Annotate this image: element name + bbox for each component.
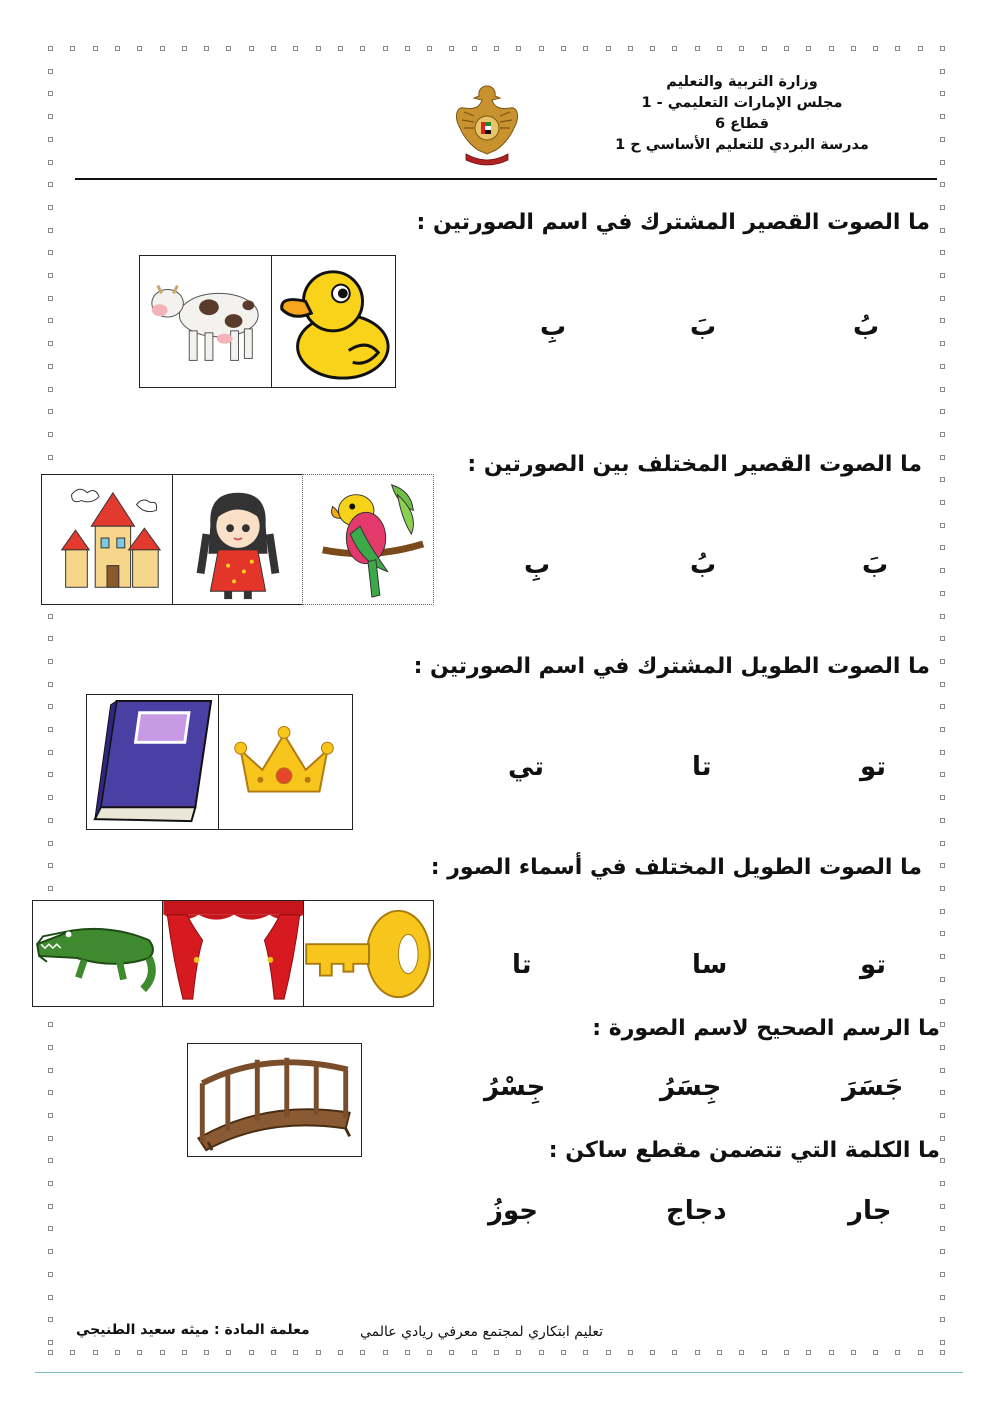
border-dot xyxy=(48,273,53,278)
border-dot xyxy=(940,1249,945,1254)
border-dot xyxy=(940,1350,945,1355)
border-dot xyxy=(316,1350,321,1355)
question-2-option-2[interactable]: بُ xyxy=(690,550,717,580)
border-dot xyxy=(940,841,945,846)
border-dot xyxy=(516,1350,521,1355)
border-dot xyxy=(137,46,142,51)
question-5-text: ما الرسم الصحيح لاسم الصورة : xyxy=(592,1016,940,1041)
border-dot xyxy=(405,1350,410,1355)
border-dot xyxy=(427,46,432,51)
border-dot xyxy=(583,46,588,51)
question-2-image-parrot xyxy=(302,474,434,605)
border-dot xyxy=(940,772,945,777)
border-dot xyxy=(650,46,655,51)
border-dot xyxy=(940,1181,945,1186)
border-dot xyxy=(48,296,53,301)
border-dot xyxy=(115,46,120,51)
border-dot xyxy=(940,341,945,346)
border-dot xyxy=(940,954,945,959)
border-dot xyxy=(48,205,53,210)
border-dot xyxy=(806,1350,811,1355)
sector-line: قطاع 6 xyxy=(714,116,770,132)
question-3-option-2[interactable]: تا xyxy=(692,752,712,782)
border-dot xyxy=(115,1350,120,1355)
question-4-option-1[interactable]: تو xyxy=(860,950,887,980)
question-5-option-3[interactable]: جِسْرُ xyxy=(484,1072,546,1102)
border-dot xyxy=(940,886,945,891)
border-dot xyxy=(48,750,53,755)
border-dot xyxy=(940,1113,945,1118)
border-dot xyxy=(360,46,365,51)
border-dot xyxy=(940,863,945,868)
border-dot xyxy=(48,682,53,687)
school-line: مدرسة البردي للتعليم الأساسي ح 1 xyxy=(615,137,869,153)
parrot-icon xyxy=(303,475,433,604)
border-dot xyxy=(48,1317,53,1322)
border-dot xyxy=(940,568,945,573)
border-dot xyxy=(405,46,410,51)
border-dot xyxy=(940,1272,945,1277)
border-dot xyxy=(48,1249,53,1254)
border-dot xyxy=(48,1181,53,1186)
border-dot xyxy=(48,114,53,119)
border-dot xyxy=(427,1350,432,1355)
border-dot xyxy=(293,46,298,51)
border-dot xyxy=(48,704,53,709)
border-dot xyxy=(539,46,544,51)
border-dot xyxy=(48,1045,53,1050)
border-dot xyxy=(717,46,722,51)
border-dot xyxy=(48,795,53,800)
border-dot xyxy=(48,318,53,323)
border-dot xyxy=(160,1350,165,1355)
border-dot xyxy=(628,1350,633,1355)
border-dot xyxy=(293,1350,298,1355)
border-dot xyxy=(940,432,945,437)
header-rule xyxy=(75,178,937,180)
question-3-image-crown xyxy=(218,694,353,830)
border-dot xyxy=(940,1022,945,1027)
border-dot xyxy=(48,69,53,74)
border-dot xyxy=(48,1158,53,1163)
book-icon xyxy=(87,695,218,829)
border-dot xyxy=(249,1350,254,1355)
border-dot xyxy=(940,1295,945,1300)
border-dot xyxy=(561,1350,566,1355)
border-dot xyxy=(628,46,633,51)
border-dot xyxy=(940,1317,945,1322)
border-dot xyxy=(583,1350,588,1355)
border-dot xyxy=(204,1350,209,1355)
question-3-image-book xyxy=(86,694,219,830)
border-dot xyxy=(316,46,321,51)
border-dot xyxy=(338,46,343,51)
border-dot xyxy=(940,727,945,732)
border-dot xyxy=(918,1350,923,1355)
question-6-option-1[interactable]: جار xyxy=(848,1196,892,1226)
border-dot xyxy=(561,46,566,51)
border-dot xyxy=(762,1350,767,1355)
border-dot xyxy=(940,1158,945,1163)
question-1-image-cow xyxy=(139,255,272,388)
question-4-image-key xyxy=(303,900,434,1007)
question-2-image-castle xyxy=(41,474,174,605)
border-dot xyxy=(940,137,945,142)
border-dot xyxy=(93,46,98,51)
border-dot xyxy=(48,409,53,414)
border-dot xyxy=(48,250,53,255)
border-dot xyxy=(48,1113,53,1118)
border-dot xyxy=(940,999,945,1004)
question-3-text: ما الصوت الطويل المشترك في اسم الصورتين : xyxy=(413,654,930,679)
border-dot xyxy=(137,1350,142,1355)
border-dot xyxy=(48,1068,53,1073)
border-dot xyxy=(940,1090,945,1095)
border-dot xyxy=(940,160,945,165)
ministry-line: وزارة التربية والتعليم xyxy=(666,74,818,90)
border-dot xyxy=(48,772,53,777)
border-dot xyxy=(360,1350,365,1355)
border-dot xyxy=(48,1350,53,1355)
border-dot xyxy=(672,46,677,51)
border-dot xyxy=(940,91,945,96)
border-dot xyxy=(717,1350,722,1355)
border-dot xyxy=(895,1350,900,1355)
border-dot xyxy=(48,364,53,369)
border-dot xyxy=(940,977,945,982)
border-dot xyxy=(940,387,945,392)
question-1-option-1[interactable]: بُ xyxy=(853,312,880,342)
border-dot xyxy=(494,1350,499,1355)
border-dot xyxy=(940,614,945,619)
border-dot xyxy=(940,795,945,800)
border-dot xyxy=(940,523,945,528)
border-dot xyxy=(472,46,477,51)
border-dot xyxy=(940,205,945,210)
border-dot xyxy=(48,160,53,165)
border-dot xyxy=(48,1022,53,1027)
border-dot xyxy=(70,1350,75,1355)
border-dot xyxy=(784,46,789,51)
border-dot xyxy=(940,1045,945,1050)
question-4-text: ما الصوت الطويل المختلف في أسماء الصور : xyxy=(430,855,922,880)
border-dot xyxy=(48,91,53,96)
border-dot xyxy=(940,1136,945,1141)
question-1-text: ما الصوت القصير المشترك في اسم الصورتين : xyxy=(416,210,930,235)
border-dot xyxy=(271,46,276,51)
border-dot xyxy=(70,46,75,51)
question-3-option-3[interactable]: تي xyxy=(508,752,545,782)
border-dot xyxy=(48,455,53,460)
border-dot xyxy=(48,841,53,846)
border-dot xyxy=(449,46,454,51)
border-dot xyxy=(940,318,945,323)
border-dot xyxy=(739,46,744,51)
question-4-image-theater-curtain xyxy=(162,900,305,1007)
border-dot xyxy=(940,500,945,505)
border-dot xyxy=(940,1204,945,1209)
border-dot xyxy=(472,1350,477,1355)
cow-icon xyxy=(140,256,271,387)
question-5-image-bridge xyxy=(187,1043,362,1157)
question-4-option-3[interactable]: تا xyxy=(512,950,532,980)
girl-icon xyxy=(173,475,302,604)
question-6-option-2[interactable]: دجاج xyxy=(666,1196,727,1226)
border-dot xyxy=(249,46,254,51)
border-dot xyxy=(160,46,165,51)
question-5-option-1[interactable]: جَسَرَ xyxy=(842,1072,904,1102)
border-dot xyxy=(940,296,945,301)
border-dot xyxy=(650,1350,655,1355)
border-dot xyxy=(918,46,923,51)
border-dot xyxy=(829,1350,834,1355)
border-dot xyxy=(940,228,945,233)
border-dot xyxy=(48,228,53,233)
border-dot xyxy=(182,46,187,51)
question-2-option-1[interactable]: بَ xyxy=(862,550,889,580)
border-dot xyxy=(516,46,521,51)
border-dot xyxy=(940,636,945,641)
border-dot xyxy=(940,1226,945,1231)
border-dot xyxy=(48,1204,53,1209)
border-dot xyxy=(48,387,53,392)
question-6-option-3[interactable]: جوزُ xyxy=(488,1196,539,1226)
border-dot xyxy=(48,1340,53,1345)
border-dot xyxy=(940,818,945,823)
question-1-image-duck xyxy=(271,255,396,388)
bridge-icon xyxy=(188,1044,361,1156)
border-dot xyxy=(851,1350,856,1355)
border-dot xyxy=(48,1136,53,1141)
question-4-image-crocodile xyxy=(32,900,163,1007)
border-dot xyxy=(829,46,834,51)
border-dot xyxy=(48,46,53,51)
border-dot xyxy=(940,1068,945,1073)
footer-slogan: تعليم ابتكاري لمجتمع معرفي ريادي عالمي xyxy=(360,1324,604,1340)
border-dot xyxy=(873,1350,878,1355)
border-dot xyxy=(48,863,53,868)
footer-teacher: معلمة المادة : ميثه سعيد الطنيجي xyxy=(76,1322,310,1338)
border-dot xyxy=(940,909,945,914)
border-dot xyxy=(48,886,53,891)
border-dot xyxy=(940,704,945,709)
border-dot xyxy=(940,931,945,936)
border-dot xyxy=(48,818,53,823)
question-5-option-2[interactable]: جِسَرُ xyxy=(660,1072,722,1102)
bottom-rule xyxy=(35,1372,963,1373)
border-dot xyxy=(449,1350,454,1355)
border-dot xyxy=(48,1090,53,1095)
question-4-option-2[interactable]: سا xyxy=(692,950,728,980)
crown-icon xyxy=(219,695,352,829)
border-dot xyxy=(940,273,945,278)
question-1-option-3[interactable]: بِ xyxy=(540,312,567,342)
border-dot xyxy=(338,1350,343,1355)
question-2-image-girl xyxy=(172,474,303,605)
border-dot xyxy=(271,1350,276,1355)
border-dot xyxy=(873,46,878,51)
border-dot xyxy=(762,46,767,51)
border-dot xyxy=(940,46,945,51)
border-dot xyxy=(940,250,945,255)
question-2-option-3[interactable]: بِ xyxy=(524,550,551,580)
border-dot xyxy=(940,364,945,369)
border-dot xyxy=(93,1350,98,1355)
border-dot xyxy=(48,341,53,346)
border-dot xyxy=(940,545,945,550)
border-dot xyxy=(940,409,945,414)
border-dot xyxy=(806,46,811,51)
border-dot xyxy=(383,1350,388,1355)
border-dot xyxy=(695,1350,700,1355)
border-dot xyxy=(940,69,945,74)
border-dot xyxy=(940,114,945,119)
border-dot xyxy=(48,1226,53,1231)
border-dot xyxy=(226,1350,231,1355)
uae-emblem-falcon-icon xyxy=(452,80,522,168)
border-dot xyxy=(48,137,53,142)
border-dot xyxy=(695,46,700,51)
border-dot xyxy=(940,682,945,687)
border-dot xyxy=(672,1350,677,1355)
border-dot xyxy=(48,636,53,641)
border-dot xyxy=(48,1295,53,1300)
border-dot xyxy=(940,477,945,482)
council-line: مجلس الإمارات التعليمي - 1 xyxy=(641,95,843,111)
border-dot xyxy=(48,182,53,187)
border-dot xyxy=(940,591,945,596)
castle-icon xyxy=(42,475,173,604)
border-dot xyxy=(383,46,388,51)
question-6-text: ما الكلمة التي تتضمن مقطع ساكن : xyxy=(548,1138,940,1163)
question-1-option-2[interactable]: بَ xyxy=(690,312,717,342)
border-dot xyxy=(784,1350,789,1355)
theater-curtain-icon xyxy=(163,901,304,1006)
border-dot xyxy=(606,46,611,51)
school-header xyxy=(592,72,892,156)
border-dot xyxy=(739,1350,744,1355)
border-dot xyxy=(895,46,900,51)
border-dot xyxy=(226,46,231,51)
border-dot xyxy=(606,1350,611,1355)
border-dot xyxy=(940,1340,945,1345)
border-dot xyxy=(940,750,945,755)
key-icon xyxy=(304,901,433,1006)
crocodile-icon xyxy=(33,901,162,1006)
border-dot xyxy=(539,1350,544,1355)
border-dot xyxy=(182,1350,187,1355)
border-dot xyxy=(851,46,856,51)
duck-icon xyxy=(272,256,395,387)
border-dot xyxy=(494,46,499,51)
border-dot xyxy=(940,455,945,460)
question-3-option-1[interactable]: تو xyxy=(860,752,887,782)
border-dot xyxy=(48,727,53,732)
border-dot xyxy=(204,46,209,51)
border-dot xyxy=(48,432,53,437)
question-2-text: ما الصوت القصير المختلف بين الصورتين : xyxy=(467,452,922,477)
border-dot xyxy=(48,659,53,664)
border-dot xyxy=(48,614,53,619)
border-dot xyxy=(940,659,945,664)
border-dot xyxy=(48,1272,53,1277)
border-dot xyxy=(940,182,945,187)
